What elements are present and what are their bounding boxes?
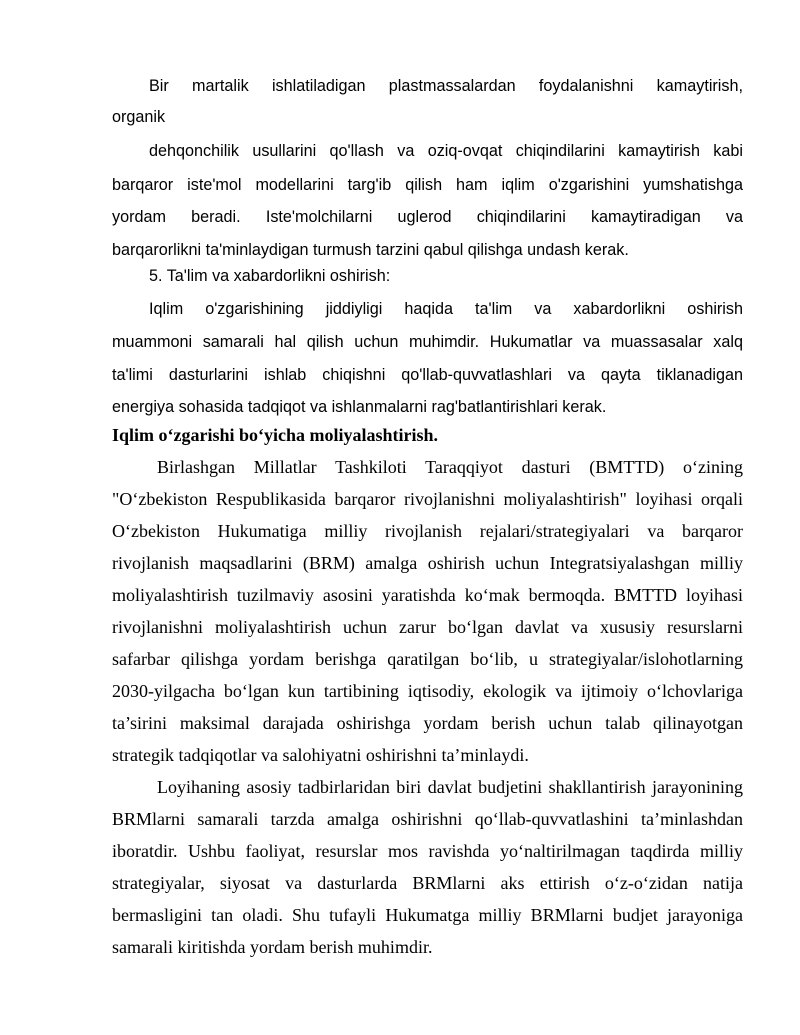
text-line: Loyihaning asosiy tadbirlaridan biri davlat budjetini shakllantirish jarayonining [157,777,743,797]
text-line: rivojlanish maqsadlarini (BRM) amalga oshirish uchun Integratsiyalashgan milliy [112,553,743,573]
text-line: energiya sohasida tadqiqot va ishlanmalarni rag'batlantirishlari kerak. [112,398,607,416]
text-line: muammoni samarali hal qilish uchun muhimdir. Hukumatlar va muassasalar xalq [112,333,743,351]
text-line: O‘zbekiston Hukumatiga milliy rivojlanish rejalari/strategiyalari va barqaror [112,521,743,541]
text-line: barqaror iste'mol modellarini targ'ib qilish ham iqlim o'zgarishini yumshatishga [112,176,743,194]
text-line: strategik tadqiqotlar va salohiyatni oshirishni ta’minlaydi. [112,745,529,765]
text-line: safarbar qilishga yordam berishga qaratilgan bo‘lib, u strategiyalar/islohotlarning [112,649,743,669]
text-line: "O‘zbekiston Respublikasida barqaror rivojlanishni moliyalashtirish" loyihasi orqali [112,489,743,509]
text-line: ta’sirini maksimal darajada oshirishga yordam berish uchun talab qilinayotgan [112,713,743,733]
text-line: Birlashgan Millatlar Tashkiloti Taraqqiyot dasturi (BMTTD) o‘zining [157,457,743,477]
text-line: Iqlim o'zgarishining jiddiyligi haqida ta'lim va xabardorlikni oshirish [149,300,743,318]
text-line: dehqonchilik usullarini qo'llash va oziq-ovqat chiqindilarini kamaytirish kabi [149,142,743,160]
text-line: strategiyalar, siyosat va dasturlarda BRMlarni aks ettirish o‘z-o‘zidan natija [112,873,743,893]
text-line: ta'limi dasturlarini ishlab chiqishni qo'llab-quvvatlashlari va qayta tiklanadigan [112,366,743,384]
text-line: yordam beradi. Iste'molchilarni uglerod chiqindilarini kamaytiradigan va [112,208,743,226]
text-line: organik [112,108,166,126]
text-line: 2030-yilgacha bo‘lgan kun tartibining iqtisodiy, ekologik va ijtimoiy o‘lchovlariga [112,681,743,701]
section-heading: 5. Ta'lim va xabardorlikni oshirish: [149,267,391,285]
text-line: barqarorlikni ta'minlaydigan turmush tarzini qabul qilishga undash kerak. [112,241,629,259]
text-line: moliyalashtirish tuzilmaviy asosini yaratishda ko‘mak bermoqda. BMTTD loyihasi [112,585,743,605]
section-heading: Iqlim o‘zgarishi bo‘yicha moliyalashtirish. [112,425,439,445]
text-line: rivojlanishni moliyalashtirish uchun zarur bo‘lgan davlat va xususiy resurslarni [112,617,743,637]
text-line: iboratdir. Ushbu faoliyat, resurslar mos ravishda yo‘naltirilmagan taqdirda milliy [112,841,743,861]
text-line: BRMlarni samarali tarzda amalga oshirishni qo‘llab-quvvatlashini ta’minlashdan [112,809,743,829]
text-line: bermasligini tan oladi. Shu tufayli Hukumatga milliy BRMlarni budjet jarayoniga [112,905,743,925]
text-line: Bir martalik ishlatiladigan plastmassalardan foydalanishni kamaytirish, [149,77,743,95]
text-line: samarali kiritishda yordam berish muhimdir. [112,937,433,957]
